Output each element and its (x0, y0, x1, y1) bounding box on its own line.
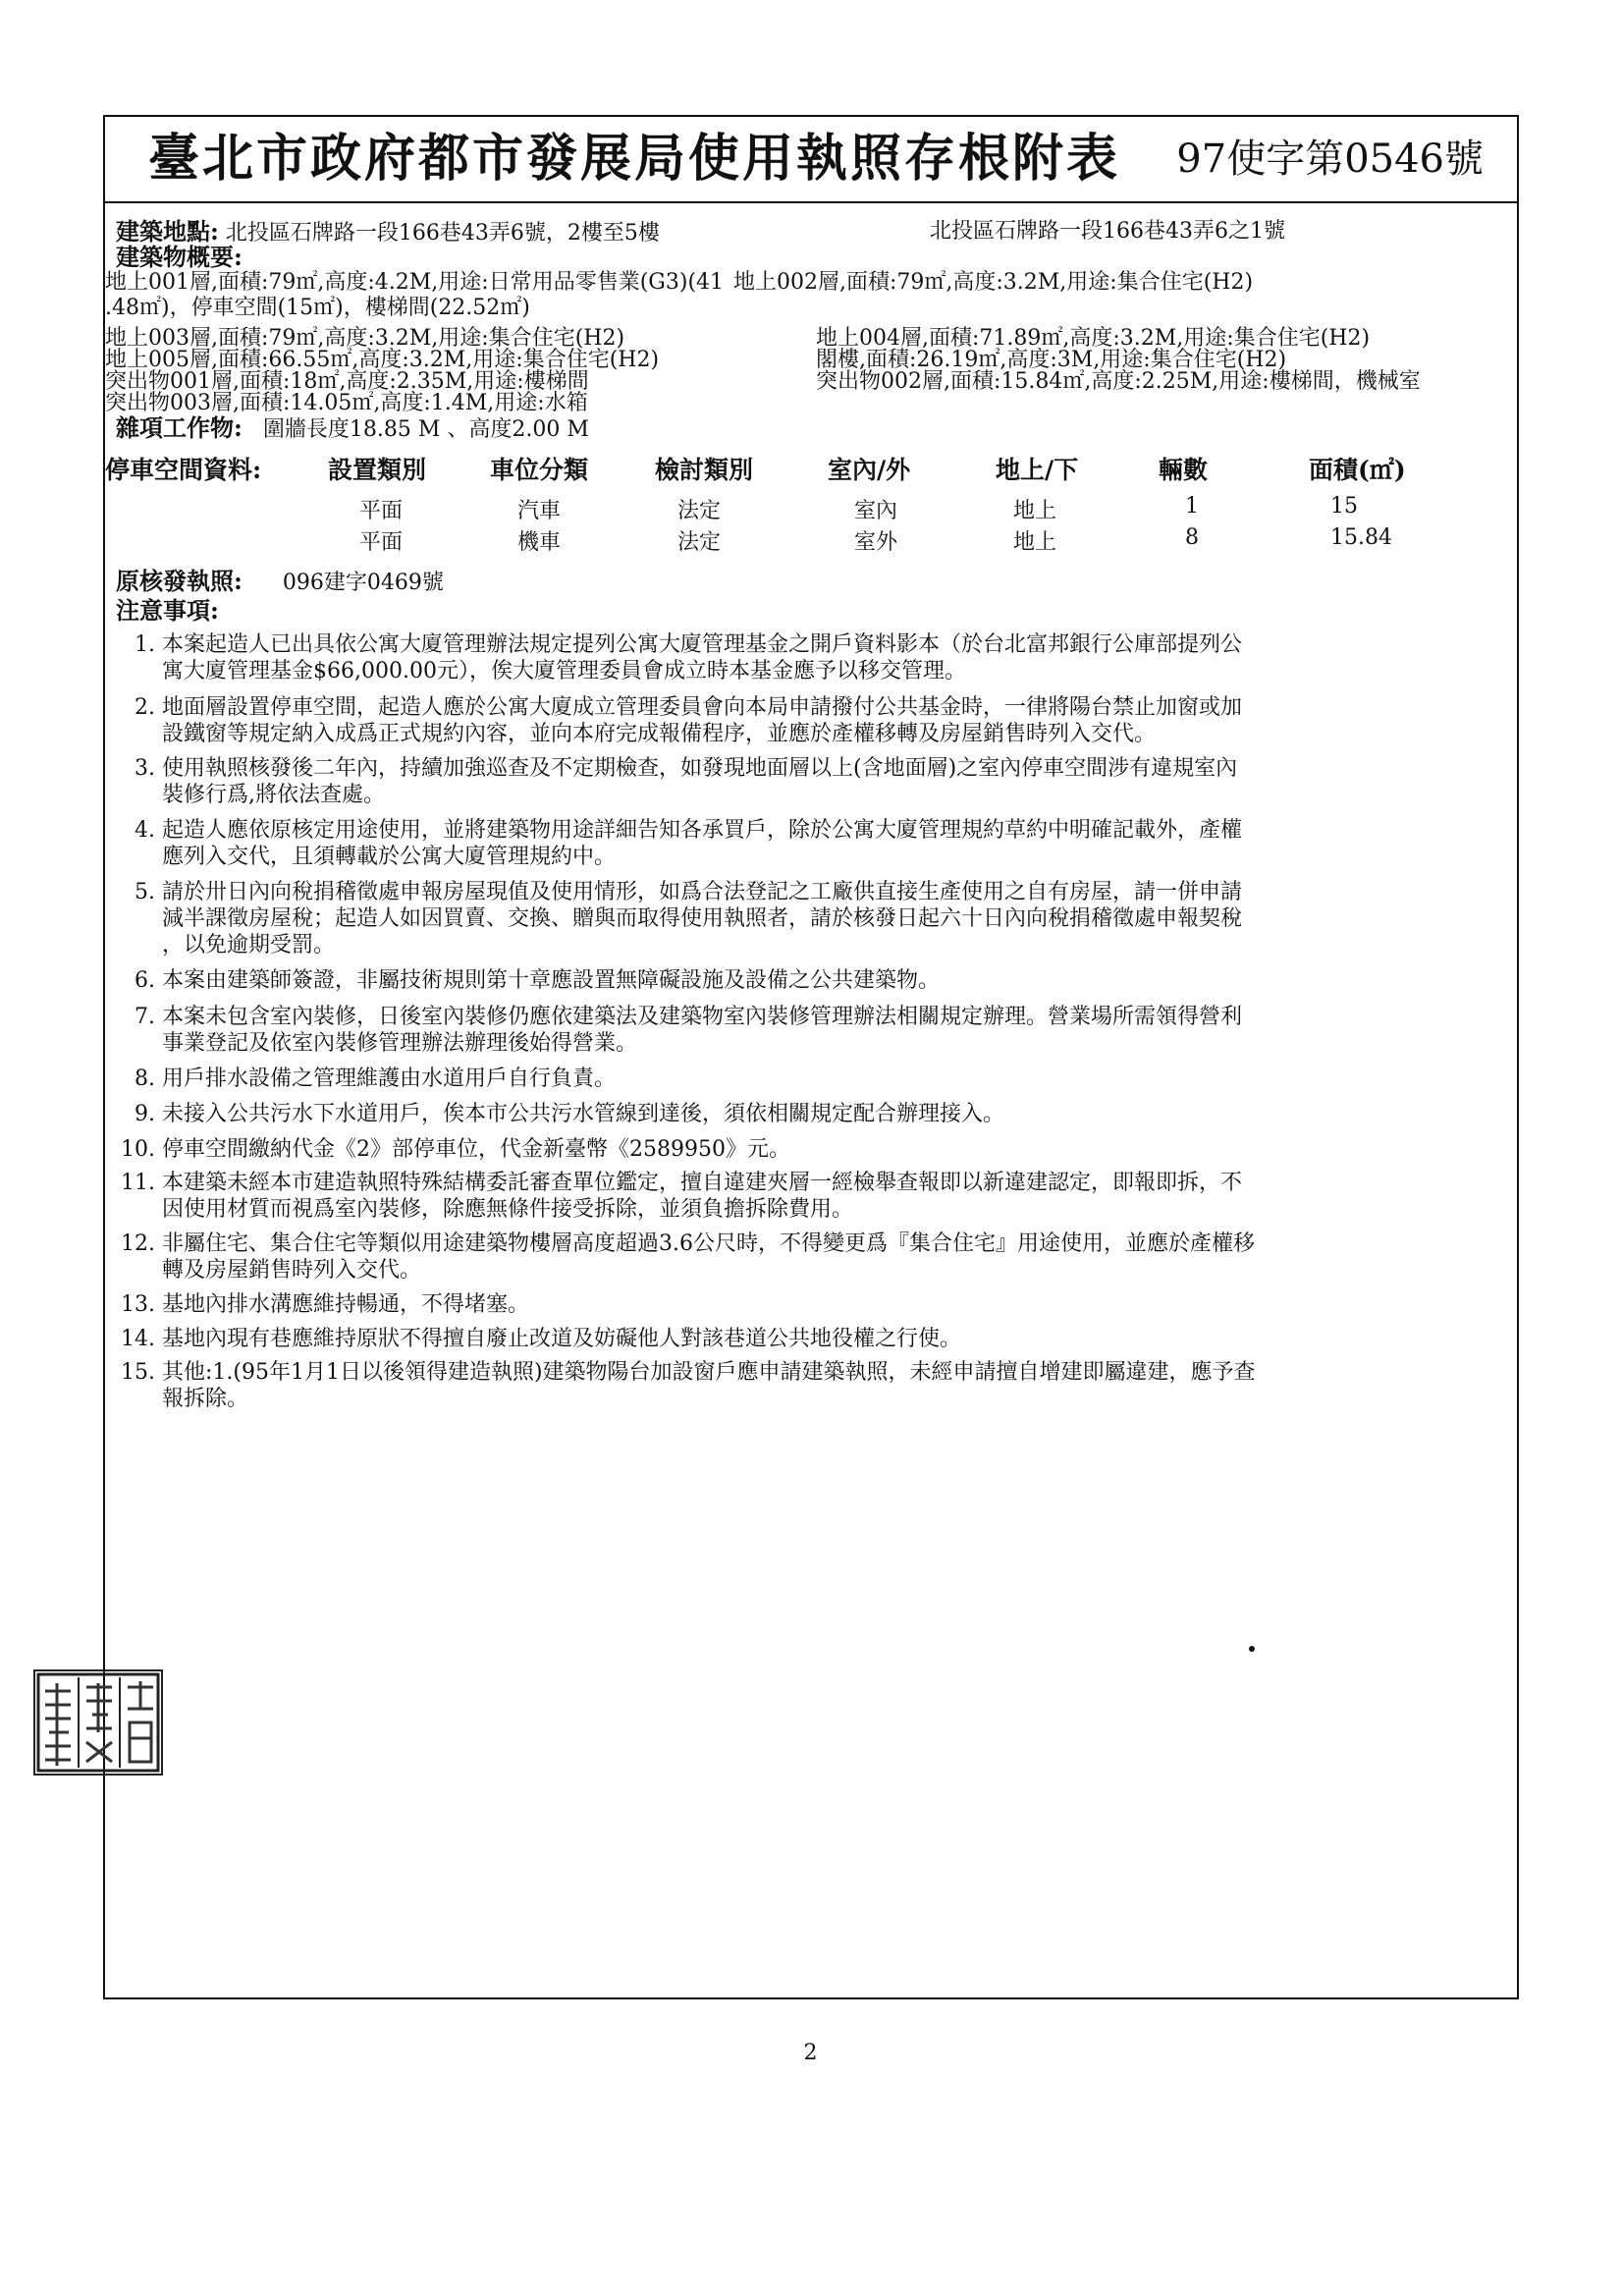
note-line: 裝修行爲,將依法查處。 (162, 783, 385, 807)
parking-cell: 室內 (854, 499, 898, 523)
license-number: 97使字第0546號 (1176, 137, 1484, 182)
note-line: 事業登記及依室內裝修管理辦法辦理後始得營業。 (162, 1031, 638, 1056)
overview-row2-left: 地上003層,面積:79㎡,高度:3.2M,用途:集合住宅(H2) (105, 326, 625, 351)
parking-label: 停車空間資料: (105, 456, 262, 484)
stray-mark (1249, 1646, 1255, 1652)
note-line: ，以免逾期受罰。 (162, 933, 336, 957)
title-bar (105, 117, 1517, 203)
parking-cell: 汽車 (517, 499, 562, 523)
parking-cell: 8 (1185, 525, 1199, 550)
parking-cell: 法定 (677, 530, 722, 555)
parking-header-count: 輛數 (1159, 456, 1209, 484)
overview-row1-left: 地上001層,面積:79㎡,高度:4.2M,用途:日常用品零售業(G3)(41 (105, 270, 725, 295)
misc-works-label: 雜項工作物: (116, 413, 243, 442)
note-line: 停車空間繳納代金《2》部停車位，代金新臺幣《2589950》元。 (162, 1137, 790, 1162)
note-line: 地面層設置停車空間，起造人應於公寓大廈成立管理委員會向本局申請撥付公共基金時，一律將陽台禁止加窗或加 (162, 695, 1243, 720)
note-line: 未接入公共污水下水道用戶，俟本市公共污水管線到達後，須依相關規定配合辦理接入。 (162, 1102, 1005, 1126)
notes-label: 注意事項: (116, 596, 219, 625)
note-number: 13. (121, 1292, 155, 1317)
site-address-1: 北投區石牌路一段166巷43弄6號，2樓至5樓 (225, 221, 660, 246)
note-number: 12. (121, 1231, 155, 1256)
overview-label: 建築物概要: (116, 243, 243, 271)
seal-graphic (35, 1671, 161, 1774)
note-number: 10. (121, 1137, 155, 1162)
note-line: 非屬住宅、集合住宅等類似用途建築物樓層高度超過3.6公尺時，不得變更爲『集合住宅』用途使用，並應於產權移 (162, 1231, 1255, 1256)
parking-header-level: 地上/下 (996, 456, 1079, 484)
note-number: 7. (135, 1005, 155, 1029)
overview-row3-left: 地上005層,面積:66.55㎡,高度:3.2M,用途:集合住宅(H2) (105, 348, 660, 372)
parking-header-inout: 室內/外 (828, 456, 911, 484)
note-line: 應列入交代，且須轉載於公寓大廈管理規約中。 (162, 845, 617, 869)
parking-header-review: 檢討類別 (655, 456, 754, 484)
note-line: 其他:1.(95年1月1日以後領得建造執照)建築物陽台加設窗戶應申請建築執照，未經申請擅自增建即屬違建，應予查 (162, 1360, 1256, 1385)
overview-row3-right: 閣樓,面積:26.19㎡,高度:3M,用途:集合住宅(H2) (816, 348, 1287, 372)
note-line: 寓大廈管理基金$66,000.00元），俟大廈管理委員會成立時本基金應予以移交管理。 (162, 659, 966, 683)
parking-cell: 平面 (359, 499, 404, 523)
note-number: 8. (135, 1066, 155, 1091)
parking-section (105, 451, 1517, 559)
page-number: 2 (803, 2041, 818, 2065)
overview-row4-right: 突出物002層,面積:15.84㎡,高度:2.25M,用途:樓梯間，機械室 (816, 369, 1421, 394)
official-seal (33, 1669, 163, 1776)
note-number: 1. (135, 632, 155, 657)
note-line: 起造人應依原核定用途使用，並將建築物用途詳細告知各承買戶，除於公寓大廈管理規約草約中明確記載外，產權 (162, 818, 1243, 843)
note-line: 轉及房屋銷售時列入交代。 (162, 1258, 422, 1283)
note-line: 基地內現有巷應維持原狀不得擅自廢止改道及妨礙他人對該巷道公共地役權之行使。 (162, 1327, 962, 1351)
misc-works-line (116, 415, 589, 443)
note-line: 用戶排水設備之管理維護由水道用戶自行負責。 (162, 1066, 617, 1091)
note-line: 本建築未經本市建造執照特殊結構委託審查單位鑑定，擅自違建夾層一經檢舉查報即以新違建認定，即報即拆，不 (162, 1171, 1243, 1195)
overview-row5-left: 突出物003層,面積:14.05㎡,高度:1.4M,用途:水箱 (105, 391, 588, 415)
overview-row2-right: 地上004層,面積:71.89㎡,高度:3.2M,用途:集合住宅(H2) (816, 326, 1371, 351)
note-number: 9. (135, 1102, 155, 1126)
parking-cell: 地上 (1013, 530, 1057, 555)
original-permit-label: 原核發執照: (116, 567, 243, 595)
document-title: 臺北市政府都市發展局使用執照存根附表 (147, 129, 1120, 189)
parking-cell: 室外 (854, 530, 898, 555)
overview-row1-right: 地上002層,面積:79㎡,高度:3.2M,用途:集合住宅(H2) (733, 270, 1254, 295)
note-line: 報拆除。 (162, 1387, 249, 1411)
note-line: 本案未包含室內裝修，日後室內裝修仍應依建築法及建築物室內裝修管理辦法相關規定辦理。營業場所需領得營利 (162, 1005, 1243, 1029)
parking-cell: 法定 (677, 499, 722, 523)
site-label: 建築地點: (116, 217, 219, 246)
note-number: 15. (121, 1360, 155, 1385)
parking-cell: 機車 (517, 530, 562, 555)
overview-row4-left: 突出物001層,面積:18㎡,高度:2.35M,用途:樓梯間 (105, 369, 589, 394)
note-line: 設鐵窗等規定納入成爲正式規約內容，並向本府完成報備程序，並應於產權移轉及房屋銷售時列入交代。 (162, 722, 1157, 746)
misc-works-value: 圍牆長度18.85 M 、高度2.00 M (262, 417, 589, 442)
note-line: 本案由建築師簽證，非屬技術規則第十章應設置無障礙設施及設備之公共建築物。 (162, 968, 941, 993)
note-line: 減半課徵房屋稅；起造人如因買賣、交換、贈與而取得使用執照者，請於核發日起六十日內向稅捐稽徵處申報契稅 (162, 906, 1243, 931)
note-number: 14. (121, 1327, 155, 1351)
note-number: 5. (135, 880, 155, 904)
parking-header-class: 車位分類 (490, 456, 589, 484)
note-line: 本案起造人已出具依公寓大廈管理辦法規定提列公寓大廈管理基金之開戶資料影本（於台北富邦銀行公庫部提列公 (162, 632, 1243, 657)
note-number: 11. (121, 1171, 155, 1195)
note-line: 基地內排水溝應維持暢通，不得堵塞。 (162, 1292, 530, 1317)
parking-cell: 1 (1185, 494, 1199, 519)
note-line: 因使用材質而視爲室內裝修，除應無條件接受拆除，並須負擔拆除費用。 (162, 1197, 854, 1222)
note-number: 2. (135, 695, 155, 720)
note-line: 使用執照核發後二年內，持續加強巡查及不定期檢查，如發現地面層以上(含地面層)之室內停車空間涉有違規室內 (162, 756, 1238, 781)
parking-header-type: 設置類別 (328, 456, 427, 484)
original-permit-value: 096建字0469號 (282, 571, 444, 595)
overview-row1-cont: .48㎡)，停車空間(15㎡)，樓梯間(22.52㎡) (105, 296, 530, 320)
parking-cell: 平面 (359, 530, 404, 555)
note-number: 6. (135, 968, 155, 993)
note-number: 3. (135, 756, 155, 781)
site-address-2: 北投區石牌路一段166巷43弄6之1號 (930, 219, 1285, 244)
document-frame (103, 115, 1519, 1999)
parking-header-area: 面積(㎡) (1309, 456, 1406, 484)
note-number: 4. (135, 818, 155, 843)
parking-cell: 15.84 (1330, 525, 1392, 550)
note-line: 請於卅日內向稅捐稽徵處申報房屋現值及使用情形，如爲合法登記之工廠供直接生產使用之自有房屋，請一併申請 (162, 880, 1243, 904)
original-permit-line (116, 569, 444, 596)
parking-cell: 地上 (1013, 499, 1057, 523)
parking-cell: 15 (1330, 494, 1358, 519)
